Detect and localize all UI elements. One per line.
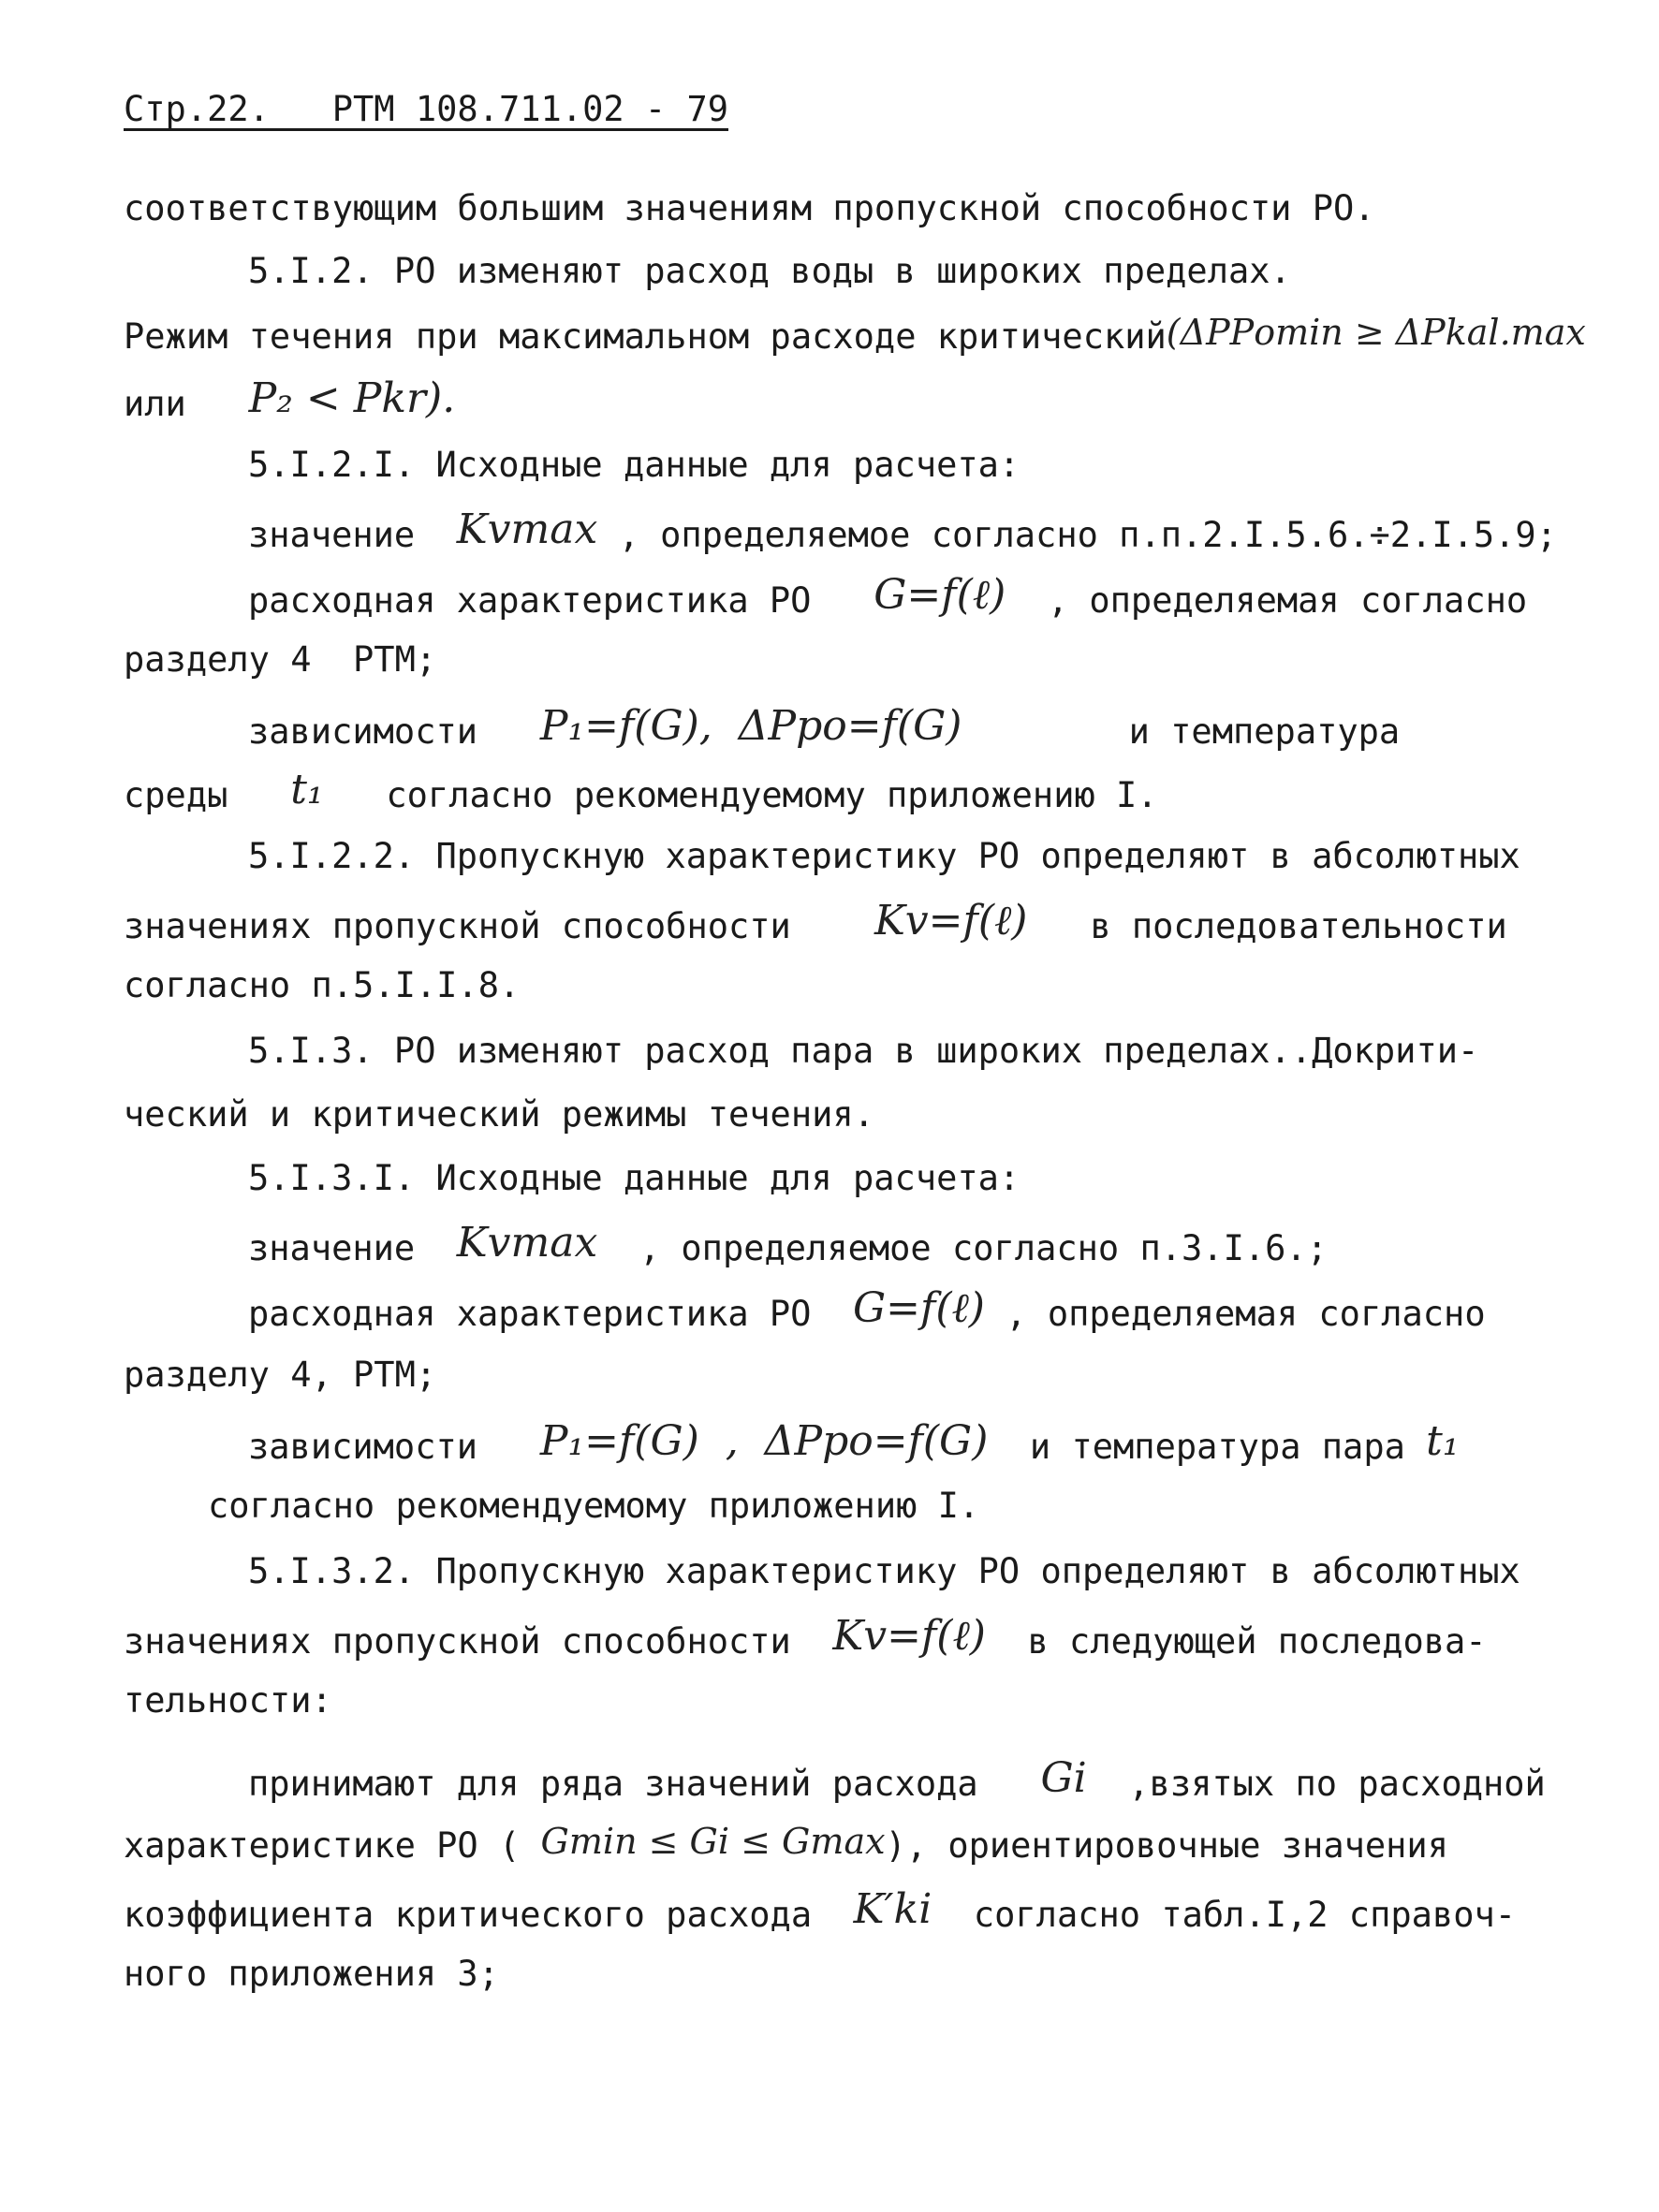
handwritten-formula: Gmin ≤ Gi ≤ Gmax — [540, 1821, 886, 1862]
text-run: в последовательности — [1090, 906, 1507, 946]
text-run: в следующей последова- — [1027, 1621, 1487, 1662]
text-line — [124, 312, 1586, 357]
text-run: , определяемая согласно — [1047, 580, 1528, 621]
text-run: значение — [248, 515, 416, 555]
text-run: значениях пропускной способности — [124, 1621, 791, 1662]
text-run: , определяемая согласно — [1006, 1294, 1486, 1334]
text-run: соответствующим большим значениям пропускной способности РО. — [124, 188, 1375, 228]
text-line — [124, 1954, 499, 1994]
text-line — [124, 965, 521, 1005]
text-run: характеристике РО ( — [124, 1825, 521, 1866]
text-run: согласно п.5.I.I.8. — [124, 965, 521, 1005]
text-line — [248, 505, 1557, 555]
text-run: согласно рекомендуемому приложению I. — [386, 775, 1158, 815]
text-run: значениях пропускной способности — [124, 906, 791, 946]
text-run: ), ориентировочные значения — [885, 1825, 1448, 1866]
text-run: принимают для ряда значений расхода — [248, 1764, 978, 1804]
handwritten-formula: K′ki — [853, 1885, 932, 1933]
text-run: расходная характеристика РО — [248, 1294, 812, 1334]
text-run: значение — [248, 1228, 416, 1268]
text-run: и температура пара — [1029, 1427, 1405, 1467]
handwritten-formula: Kvmax — [456, 1219, 598, 1267]
text-line — [248, 1417, 1460, 1467]
text-run: тельности: — [124, 1680, 332, 1721]
section-heading — [248, 1158, 1020, 1198]
text-run: ческий и критический режимы течения. — [124, 1094, 874, 1135]
text-run: 5.I.3.2. Пропускную характеристику РО определяют в абсолютных — [248, 1551, 1520, 1591]
handwritten-formula: G=f(ℓ) — [853, 1284, 985, 1332]
section-heading — [248, 251, 1291, 291]
text-run: разделу 4, РТМ; — [124, 1355, 437, 1395]
section-heading — [248, 1031, 1479, 1071]
text-run: 5.I.2.2. Пропускную характеристику РО определяют в абсолютных — [248, 836, 1520, 876]
text-line — [248, 571, 1528, 621]
section-heading — [248, 445, 1020, 485]
text-line — [124, 639, 437, 680]
text-run: 5.I.2. РО изменяют расход воды в широких пределах. — [248, 251, 1291, 291]
handwritten-formula: G=f(ℓ) — [874, 571, 1006, 619]
text-line — [248, 1754, 1546, 1804]
text-run: согласно табл.I,2 справоч- — [973, 1895, 1517, 1935]
handwritten-formula: P₂ < Pkr). — [248, 374, 456, 422]
handwritten-formula: P₁=f(G), ΔPро=f(G) — [539, 702, 962, 750]
handwritten-formula: t₁ — [1426, 1417, 1460, 1465]
text-line — [124, 1885, 1517, 1935]
text-line — [124, 1821, 1448, 1866]
text-line — [248, 1551, 1520, 1591]
text-line — [248, 702, 1401, 752]
text-run: 5.I.2.I. Исходные данные для расчета: — [248, 445, 1020, 485]
text-line — [124, 1680, 332, 1721]
handwritten-formula: Kvmax — [456, 505, 598, 553]
text-line — [124, 766, 1158, 815]
text-line — [124, 1094, 874, 1135]
text-run: или — [124, 384, 186, 424]
text-run: Режим течения при максимальном расходе критический — [124, 316, 1167, 357]
text-line — [124, 1355, 437, 1395]
text-run: , определяемое согласно п.3.I.6.; — [639, 1228, 1328, 1268]
text-line — [248, 1284, 1486, 1334]
handwritten-formula: Gi — [1040, 1754, 1087, 1802]
handwritten-formula: (ΔPРоmin ≥ ΔPkal.max — [1166, 312, 1586, 353]
handwritten-formula: P₁=f(G) , ΔPро=f(G) — [539, 1417, 989, 1465]
text-run: расходная характеристика РО — [248, 580, 812, 621]
text-line — [248, 1219, 1328, 1268]
text-run: и температура — [1128, 711, 1401, 752]
text-line — [248, 836, 1520, 876]
text-run: ,взятых по расходной — [1128, 1764, 1546, 1804]
text-line — [208, 1486, 980, 1526]
text-line — [124, 897, 1507, 946]
text-run: коэффициента критического расхода — [124, 1895, 813, 1935]
text-run: разделу 4 РТМ; — [124, 639, 437, 680]
text-run: зависимости — [248, 711, 478, 752]
text-run: 5.I.3.I. Исходные данные для расчета: — [248, 1158, 1020, 1198]
handwritten-formula: Kv=f(ℓ) — [874, 897, 1028, 945]
text-run: , определяемое согласно п.п.2.I.5.6.÷2.I.5.9; — [618, 515, 1557, 555]
handwritten-formula: Kv=f(ℓ) — [832, 1612, 986, 1660]
text-run: среды — [124, 775, 228, 815]
text-line — [124, 188, 1375, 228]
text-run: согласно рекомендуемому приложению I. — [208, 1486, 980, 1526]
text-run: зависимости — [248, 1427, 478, 1467]
text-run: 5.I.3. РО изменяют расход пара в широких пределах..Докрити- — [248, 1031, 1479, 1071]
text-line — [124, 1612, 1487, 1662]
handwritten-formula: t₁ — [290, 766, 324, 813]
page-header: Стр.22. РТМ 108.711.02 - 79 — [124, 89, 729, 129]
text-run: ного приложения 3; — [124, 1954, 499, 1994]
text-line — [124, 374, 456, 424]
